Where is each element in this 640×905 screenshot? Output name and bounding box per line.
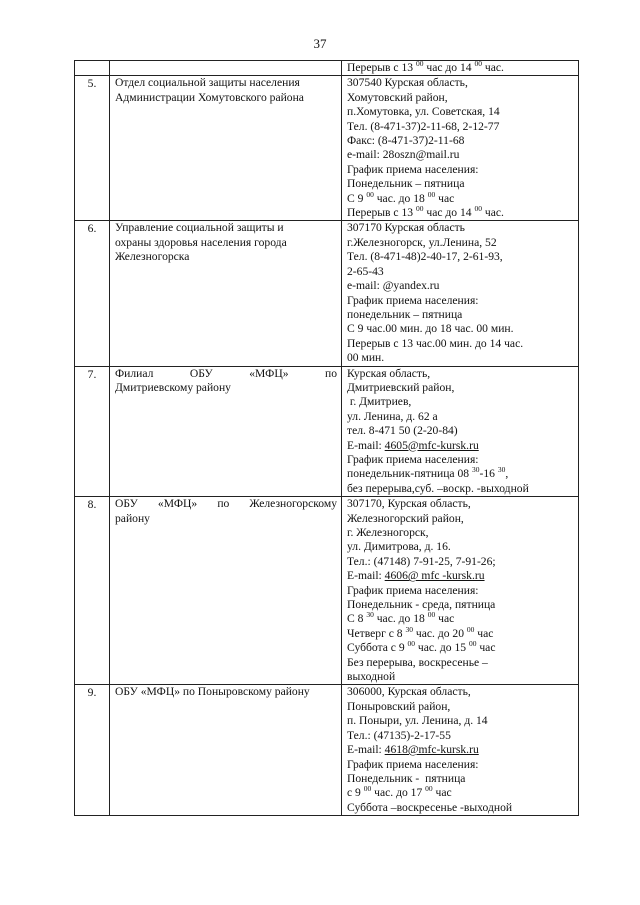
time-superscript: 00 bbox=[468, 639, 477, 649]
text-fragment: г. Железногорск, bbox=[347, 526, 429, 539]
contact-info-line bbox=[347, 772, 574, 786]
contact-info bbox=[342, 61, 579, 76]
contact-info-line bbox=[347, 221, 574, 235]
contact-info-line bbox=[347, 439, 574, 453]
organization-name-line: ОБУ «МФЦ» по Поныровскому району bbox=[115, 685, 310, 699]
contact-info-line bbox=[347, 322, 574, 336]
contact-info-line bbox=[347, 467, 574, 481]
contact-info-line bbox=[347, 526, 574, 540]
contact-info bbox=[342, 221, 579, 366]
contact-info-line bbox=[347, 670, 574, 684]
contact-info-line bbox=[347, 512, 574, 526]
contact-info bbox=[342, 685, 579, 816]
text-fragment: ул. Ленина, д. 62 а bbox=[347, 409, 438, 423]
time-superscript: 00 bbox=[415, 59, 424, 68]
time-superscript: 00 bbox=[466, 624, 475, 634]
contact-info-line bbox=[347, 424, 574, 438]
offices-table bbox=[74, 60, 579, 816]
organization-name bbox=[110, 61, 342, 76]
text-fragment: Тел.: (47148) 7-91-25, 7-91-26; bbox=[347, 554, 496, 568]
text-fragment: тел. 8-471 50 (2-20-84) bbox=[347, 424, 458, 438]
contact-info-line bbox=[347, 91, 574, 105]
time-superscript: 30 bbox=[366, 610, 374, 620]
text-fragment: понедельник – пятница bbox=[347, 307, 463, 321]
text-fragment: Курская область, bbox=[347, 366, 431, 380]
text-fragment: час bbox=[435, 191, 455, 205]
text-fragment: час. до 18 bbox=[373, 191, 428, 205]
text-fragment: выходной bbox=[347, 670, 396, 684]
text-fragment: Тел. (8-471-37)2-11-68, 2-12-77 bbox=[347, 119, 500, 133]
contact-info-line bbox=[347, 148, 574, 162]
text-fragment: п. Поныри, ул. Ленина, д. 14 bbox=[347, 714, 488, 728]
organization-name-line: Филиал ОБУ «МФЦ» по bbox=[115, 366, 337, 380]
contact-info-line bbox=[347, 786, 574, 800]
text-fragment: Тел. (8-471-48)2-40-17, 2-61-93, bbox=[347, 250, 503, 264]
text-fragment: ул. Димитрова, д. 16. bbox=[347, 540, 451, 554]
text-fragment: График приема населения: bbox=[347, 583, 479, 597]
text-fragment: 2-65-43 bbox=[347, 264, 384, 278]
organization-name-line: охраны здоровья населения города bbox=[115, 235, 287, 249]
email-link[interactable]: 4605@mfc-kursk.ru bbox=[384, 438, 479, 452]
contact-info-line bbox=[347, 294, 574, 308]
contact-info-line bbox=[347, 177, 574, 191]
organization-name-line: району bbox=[115, 511, 150, 525]
organization-name bbox=[110, 76, 342, 221]
text-fragment: С 9 bbox=[347, 191, 367, 205]
text-fragment: -16 bbox=[479, 467, 498, 481]
text-fragment: час. до 18 bbox=[373, 612, 428, 626]
time-superscript: 00 bbox=[407, 639, 416, 649]
contact-info-line bbox=[347, 265, 574, 279]
organization-name-line: Управление социальной защиты и bbox=[115, 221, 284, 235]
email-link[interactable]: 4606@ mfc -kursk.ru bbox=[384, 569, 485, 583]
contact-info bbox=[342, 366, 579, 497]
text-fragment: 306000, Курская область, bbox=[347, 685, 471, 699]
contact-info-line bbox=[347, 624, 574, 641]
contact-info bbox=[342, 76, 579, 221]
row-number: 8. bbox=[75, 497, 110, 685]
time-superscript: 00 bbox=[427, 610, 436, 620]
contact-info-line bbox=[347, 279, 574, 293]
text-fragment: час bbox=[474, 626, 494, 640]
contact-info-line bbox=[347, 61, 574, 75]
row-number: 6. bbox=[75, 221, 110, 366]
contact-info-line bbox=[347, 250, 574, 264]
table-body bbox=[75, 61, 579, 816]
contact-info bbox=[342, 497, 579, 685]
organization-name bbox=[110, 685, 342, 816]
text-fragment: час bbox=[435, 612, 455, 626]
text-fragment: 00 мин. bbox=[347, 351, 385, 365]
text-fragment: С 9 час.00 мин. до 18 час. 00 мин. bbox=[347, 322, 514, 336]
organization-name bbox=[110, 221, 342, 366]
time-superscript: 00 bbox=[425, 784, 433, 794]
time-superscript: 00 bbox=[415, 204, 424, 214]
table-row bbox=[75, 221, 579, 366]
contact-info-line bbox=[347, 801, 574, 815]
time-superscript: 00 bbox=[366, 189, 374, 199]
table-row bbox=[75, 76, 579, 221]
text-fragment: , bbox=[505, 467, 509, 481]
contact-info-line bbox=[347, 351, 574, 365]
text-fragment: час. до 17 bbox=[371, 786, 426, 800]
text-fragment: п.Хомутовка, ул. Советская, 14 bbox=[347, 105, 500, 119]
organization-name bbox=[110, 497, 342, 685]
time-superscript: 30 bbox=[471, 465, 480, 475]
text-fragment: e-mail: 28oszn@mail.ru bbox=[347, 148, 460, 162]
contact-info-line bbox=[347, 656, 574, 670]
time-superscript: 00 bbox=[474, 204, 482, 214]
text-fragment: час bbox=[476, 641, 496, 655]
contact-info-line bbox=[347, 134, 574, 148]
contact-info-line bbox=[347, 410, 574, 424]
contact-info-line bbox=[347, 584, 574, 598]
row-number: 7. bbox=[75, 366, 110, 497]
text-fragment: График приема населения: bbox=[347, 452, 479, 466]
contact-info-line bbox=[347, 236, 574, 250]
contact-info-line bbox=[347, 598, 574, 612]
page-number: 37 bbox=[313, 36, 327, 51]
row-number: 5. bbox=[75, 76, 110, 221]
contact-info-line bbox=[347, 758, 574, 772]
text-fragment: e-mail: @yandex.ru bbox=[347, 279, 440, 293]
text-fragment: час до 14 bbox=[423, 61, 475, 74]
table-row bbox=[75, 685, 579, 816]
text-fragment: Понедельник – пятница bbox=[347, 177, 465, 191]
text-fragment: 307170 Курская область bbox=[347, 221, 465, 235]
organization-name-line: Отдел социальной защиты населения bbox=[115, 76, 300, 90]
contact-info-line bbox=[347, 367, 574, 381]
time-superscript: 30 bbox=[405, 624, 413, 634]
contact-info-line bbox=[347, 482, 574, 496]
text-fragment: час bbox=[432, 786, 452, 800]
text-fragment: понедельник-пятница 08 bbox=[347, 467, 472, 481]
text-fragment: час до 14 bbox=[423, 206, 475, 220]
text-fragment: Дмитриевский район, bbox=[347, 380, 455, 394]
text-fragment: Четверг с 8 bbox=[347, 626, 406, 640]
contact-info-line bbox=[347, 337, 574, 351]
text-fragment: Хомутовский район, bbox=[347, 90, 448, 104]
text-fragment: Без перерыва, воскресенье – bbox=[347, 655, 488, 669]
text-fragment: час. до 15 bbox=[415, 641, 469, 655]
text-fragment: час. bbox=[481, 61, 504, 74]
text-fragment: Перерыв с 13 bbox=[347, 61, 416, 74]
contact-info-line bbox=[347, 308, 574, 322]
contact-info-line bbox=[347, 105, 574, 119]
text-fragment: Факс: (8-471-37)2-11-68 bbox=[347, 134, 465, 148]
text-fragment: График приема населения: bbox=[347, 293, 479, 307]
time-superscript: 30 bbox=[497, 465, 506, 475]
time-superscript: 00 bbox=[474, 59, 482, 68]
text-fragment: Поныровский район, bbox=[347, 699, 451, 713]
contact-info-line bbox=[347, 76, 574, 90]
contact-info-line bbox=[347, 714, 574, 728]
contact-info-line bbox=[347, 729, 574, 743]
contact-info-line bbox=[347, 163, 574, 177]
text-fragment: Перерыв с 13 час.00 мин. до 14 час. bbox=[347, 336, 524, 350]
contact-info-line bbox=[347, 120, 574, 134]
text-fragment: без перерыва,суб. –воскр. -выходной bbox=[347, 481, 529, 495]
organization-name bbox=[110, 366, 342, 497]
row-number: 9. bbox=[75, 685, 110, 816]
organization-name-line: Железногорска bbox=[115, 250, 190, 264]
email-link[interactable]: 4618@mfc-kursk.ru bbox=[384, 743, 479, 757]
text-fragment: E-mail: bbox=[347, 569, 385, 583]
contact-info-line bbox=[347, 700, 574, 714]
organization-name-line: Администрации Хомутовского района bbox=[115, 90, 304, 104]
text-fragment: E-mail: bbox=[347, 743, 385, 757]
text-fragment: с 9 bbox=[347, 786, 364, 800]
contact-info-line bbox=[347, 612, 574, 626]
contact-info-line bbox=[347, 381, 574, 395]
text-fragment: С 8 bbox=[347, 612, 367, 626]
text-fragment: Тел.: (47135)-2-17-55 bbox=[347, 728, 451, 742]
text-fragment: График приема населения: bbox=[347, 162, 479, 176]
contact-info-line bbox=[347, 395, 574, 409]
contact-info-line bbox=[347, 685, 574, 699]
text-fragment: час. bbox=[481, 206, 504, 220]
contact-info-line bbox=[347, 641, 574, 655]
contact-info-line bbox=[347, 743, 574, 757]
contact-info-line bbox=[347, 206, 574, 220]
time-superscript: 00 bbox=[363, 784, 372, 794]
contact-info-line bbox=[347, 540, 574, 554]
time-superscript: 00 bbox=[427, 189, 436, 199]
table-row bbox=[75, 61, 579, 76]
text-fragment: 307540 Курская область, bbox=[347, 76, 468, 90]
text-fragment: час. до 20 bbox=[413, 626, 467, 640]
text-fragment: 307170, Курская область, bbox=[347, 497, 471, 511]
organization-name-line: ОБУ «МФЦ» по Железногорскому bbox=[115, 497, 337, 511]
contact-info-line bbox=[347, 453, 574, 467]
contact-info-line bbox=[347, 569, 574, 583]
text-fragment: Понедельник - среда, пятница bbox=[347, 598, 496, 612]
text-fragment: График приема населения: bbox=[347, 757, 479, 771]
contact-info-line bbox=[347, 555, 574, 569]
text-fragment: E-mail: bbox=[347, 438, 385, 452]
text-fragment: Железногорский район, bbox=[347, 511, 464, 525]
contact-info-line bbox=[347, 497, 574, 511]
text-fragment: г. Дмитриев, bbox=[347, 395, 412, 409]
contact-info-line bbox=[347, 189, 574, 206]
table-row bbox=[75, 497, 579, 685]
table-row bbox=[75, 366, 579, 497]
text-fragment: Перерыв с 13 bbox=[347, 206, 416, 220]
row-number bbox=[75, 61, 110, 76]
text-fragment: г.Железногорск, ул.Ленина, 52 bbox=[347, 235, 497, 249]
organization-name-line: Дмитриевскому району bbox=[115, 380, 231, 394]
text-fragment: Суббота с 9 bbox=[347, 641, 408, 655]
text-fragment: Суббота –воскресенье -выходной bbox=[347, 800, 513, 814]
text-fragment: Понедельник - пятница bbox=[347, 771, 466, 785]
